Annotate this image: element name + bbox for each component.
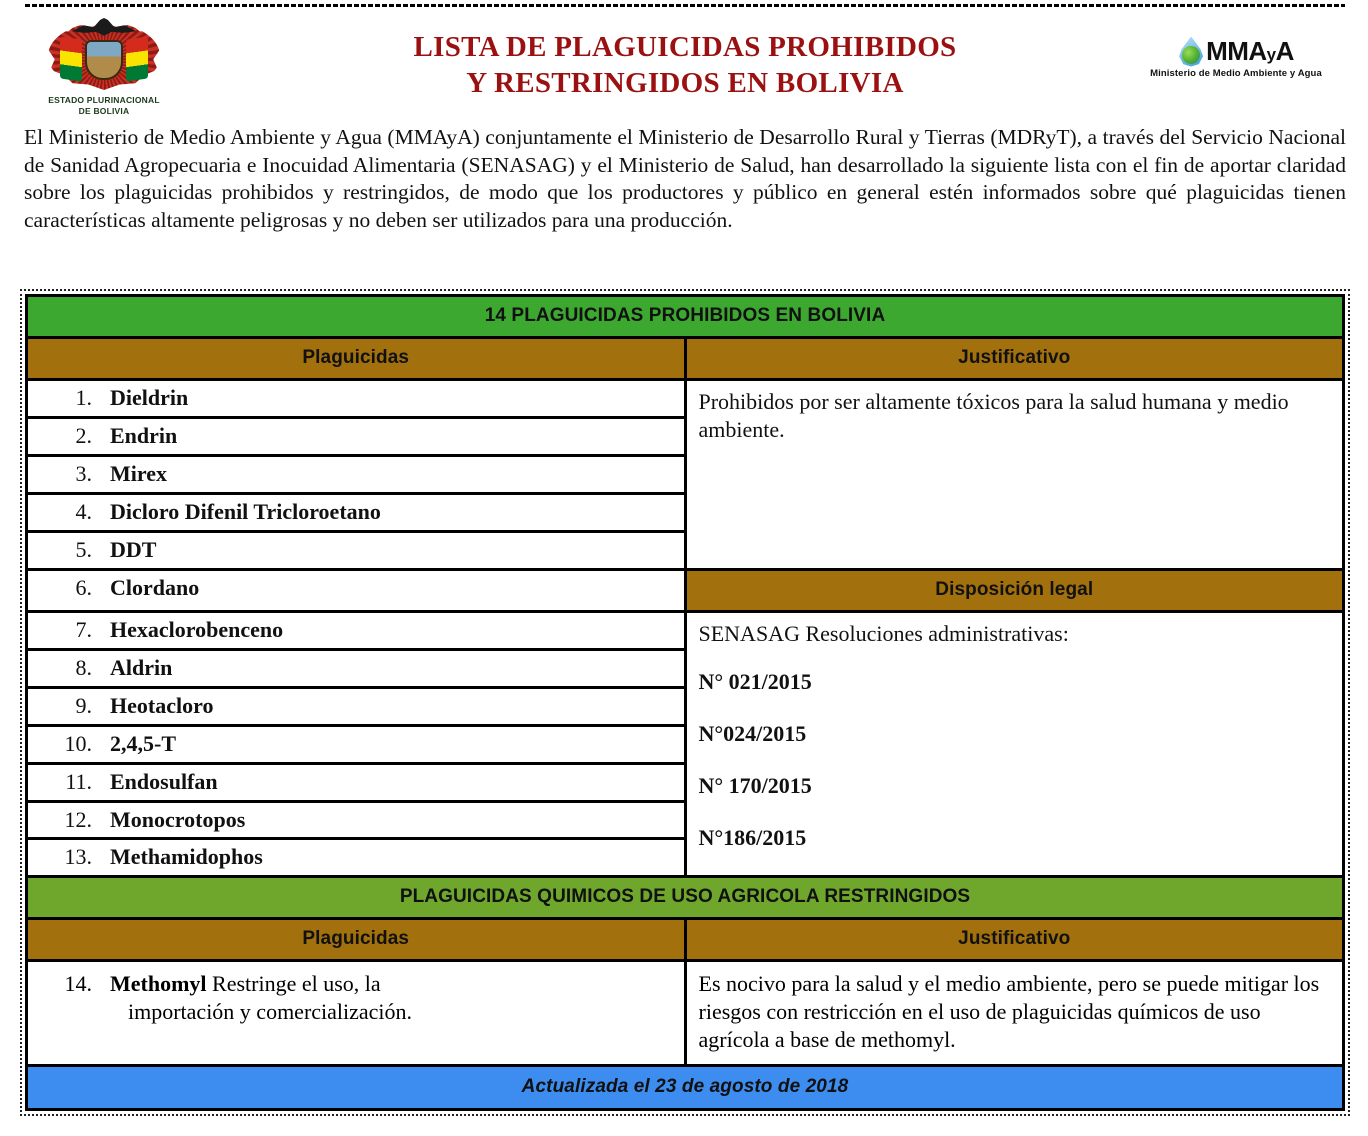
mmaya-wordmark: [1206, 36, 1294, 67]
pesticide-index-3: 3.: [75, 460, 92, 486]
pesticide-index-2: 2.: [75, 422, 92, 448]
pesticide-cell-10: [27, 725, 686, 763]
resolution-2: N°024/2015: [698, 720, 807, 746]
pesticide-cell-14: [27, 961, 686, 1066]
section1-column-headers: [27, 338, 1344, 380]
crest-caption-line2: DE BOLIVIA: [78, 105, 130, 116]
pesticide-index-4: 4.: [75, 498, 92, 524]
pesticide-name-1: Dieldrin: [110, 385, 189, 410]
column-header-pesticides-2: Plaguicidas: [27, 919, 686, 961]
mmaya-logo: [1116, 36, 1356, 79]
pesticide-cell-4: [27, 493, 686, 531]
pesticide-cell-3: [27, 455, 686, 493]
crest-flag-right: [126, 36, 148, 81]
bolivia-coat-of-arms: [38, 18, 170, 122]
resolution-3: N° 170/2015: [698, 772, 812, 798]
pesticide-cell-9: [27, 687, 686, 725]
section2-title-row: [27, 877, 1344, 919]
table-row: [27, 611, 1344, 649]
pesticide-detail-14: Restringe el uso, la: [206, 971, 381, 997]
mmaya-word-sub: y: [1266, 45, 1276, 64]
pesticide-cell-12: [27, 801, 686, 839]
pesticide-index-11: 11.: [65, 768, 92, 794]
column-header-justification: Justificativo: [685, 338, 1344, 380]
mmaya-word-tail: A: [1275, 36, 1294, 66]
mmaya-logo-row: [1116, 36, 1356, 67]
globe-icon: [1182, 46, 1200, 64]
pesticide-name-12: Monocrotopos: [110, 806, 246, 832]
water-drop-icon: [1178, 37, 1204, 67]
section1-title-row: [27, 296, 1344, 338]
pesticide-cell-6: [27, 569, 686, 611]
page-title-line1: LISTA DE PLAGUICIDAS PROHIBIDOS: [413, 31, 957, 63]
pesticide-name-3: Mirex: [110, 460, 168, 486]
pesticide-name-11: Endosulfan: [110, 768, 218, 794]
pesticide-name-14: Methomyl: [110, 971, 207, 997]
crest-caption-line1: ESTADO PLURINACIONAL: [48, 95, 160, 105]
pesticide-index-9: 9.: [75, 692, 92, 718]
pesticide-name-7: Hexaclorobenceno: [110, 616, 284, 642]
pesticide-index-7: 7.: [75, 616, 92, 642]
mmaya-subtitle: Ministerio de Medio Ambiente y Agua: [1150, 68, 1322, 79]
crest-flag-left: [60, 36, 82, 81]
table-row: [27, 569, 1344, 611]
pesticide-cell-2: [27, 417, 686, 455]
pesticide-cell-1: [27, 380, 686, 418]
justification-prohibited: Prohibidos por ser altamente tóxicos para la salud humana y medio ambiente.: [685, 380, 1344, 570]
pesticides-table-container: [25, 294, 1345, 1111]
pesticide-name-10: 2,4,5-T: [110, 730, 176, 756]
pesticides-table: [25, 294, 1345, 1111]
pesticide-cell-8: [27, 649, 686, 687]
pesticide-index-6: 6.: [75, 574, 92, 600]
pesticide-index-5: 5.: [75, 536, 92, 562]
pesticide-index-8: 8.: [75, 654, 92, 680]
resolution-1: N° 021/2015: [698, 668, 812, 694]
intro-paragraph: El Ministerio de Medio Ambiente y Agua (MMAyA) conjuntamente el Ministerio de Desarrollo Rural y Tierras (MDRyT), a través del Servicio Nacional de Sanidad Agropecuaria e Inocuidad Alimentaria (SENASAG) y el Ministerio de Salud, han desarrollado la siguiente lista con el fin de aportar claridad sobre los plaguicidas prohibidos y restringidos, de modo que los productores y público en general estén informados sobre qué plaguicidas tienen características altamente peligrosas y no deben ser utilizados para una producción.: [24, 125, 1346, 233]
table-row: [27, 380, 1344, 418]
mmaya-word-main: MMA: [1206, 36, 1267, 66]
footer-note-row: [27, 1066, 1344, 1110]
pesticide-name-2: Endrin: [110, 422, 178, 448]
pesticide-index-13: 13.: [64, 844, 92, 870]
column-header-justification-2: Justificativo: [685, 919, 1344, 961]
coat-of-arms-icon: [42, 18, 166, 94]
pesticide-index-14: 14.: [64, 971, 92, 997]
document-header: [0, 14, 1368, 118]
table-row: [27, 961, 1344, 1066]
top-divider-rule: [25, 4, 1345, 7]
section1-title: 14 PLAGUICIDAS PROHIBIDOS EN BOLIVIA: [27, 296, 1344, 338]
column-header-pesticides: Plaguicidas: [27, 338, 686, 380]
page-title: [270, 30, 1100, 102]
section2-title: PLAGUICIDAS QUIMICOS DE USO AGRICOLA RESTRINGIDOS: [27, 877, 1344, 919]
pesticide-name-5: DDT: [110, 536, 157, 562]
resolution-4: N°186/2015: [698, 824, 807, 850]
legal-lead-text: SENASAG Resoluciones administrativas:: [698, 620, 1069, 646]
pesticide-cell-5: [27, 531, 686, 569]
pesticide-index-1: 1.: [75, 385, 92, 410]
pesticides-table-body: [27, 296, 1344, 1110]
legal-disposition-cell: [685, 611, 1344, 877]
pesticide-name-9: Heotacloro: [110, 692, 214, 718]
footer-update-note: Actualizada el 23 de agosto de 2018: [27, 1066, 1344, 1110]
pesticide-cell-7: [27, 611, 686, 649]
section2-column-headers: [27, 919, 1344, 961]
pesticide-index-12: 12.: [64, 806, 92, 832]
pesticide-name-4: Dicloro Difenil Tricloroetano: [110, 498, 381, 524]
pesticide-cell-13: [27, 839, 686, 877]
justification-restricted: Es nocivo para la salud y el medio ambiente, pero se puede mitigar los riesgos con restricción en el uso de plaguicidas químicos de uso agrícola a base de methomyl.: [685, 961, 1344, 1066]
page-title-line2: Y RESTRINGIDOS EN BOLIVIA: [466, 66, 904, 99]
pesticide-cell-11: [27, 763, 686, 801]
pesticide-index-10: 10.: [64, 730, 92, 756]
legal-disposition-header: Disposición legal: [685, 569, 1344, 611]
pesticide-name-6: Clordano: [110, 574, 200, 600]
pesticide-detail-14-line2: importación y comercialización.: [128, 998, 413, 1024]
crest-shield: [85, 40, 123, 80]
pesticide-name-13: Methamidophos: [110, 844, 263, 870]
crest-caption: [38, 95, 170, 116]
pesticide-name-8: Aldrin: [110, 654, 173, 680]
